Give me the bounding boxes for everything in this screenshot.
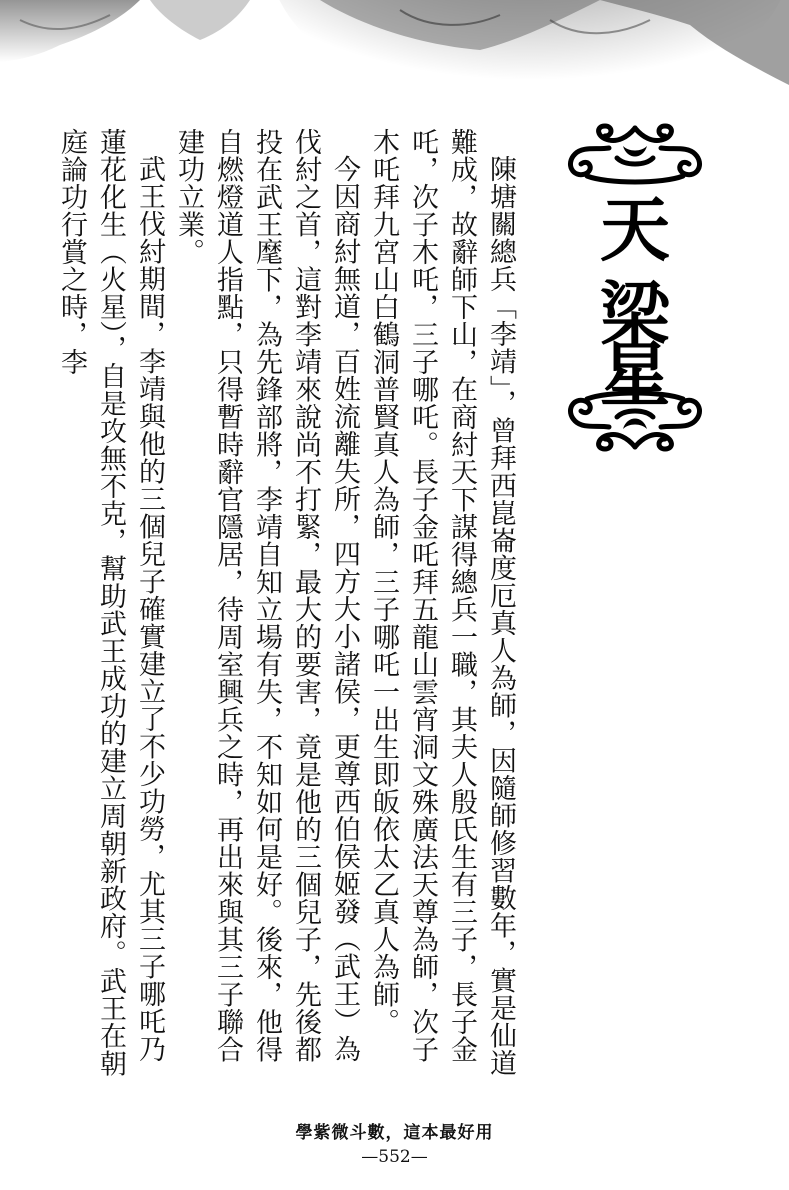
chapter-title	[545, 120, 725, 450]
footer-slogan: 學紫微斗數，這本最好用	[295, 1123, 494, 1143]
cloud-ornament-top-icon	[557, 120, 713, 190]
cloud-ornament-bottom-icon	[557, 385, 713, 455]
body-text	[56, 128, 520, 1078]
page-footer	[0, 1118, 789, 1167]
title-char-2: 梁	[600, 273, 670, 356]
page-number: —552—	[361, 1147, 428, 1167]
title-char-1: 天	[600, 188, 670, 271]
paragraph-3: 武王伐紂期間，李靖與他的三個兒子確實建立了不少功勞，尤其三子哪吒乃蓮花化生（火星），自是攻無不克，幫助武王成功的建立周朝新政府。武王在朝庭論功行賞之時，李	[56, 128, 165, 1077]
paragraph-1: 陳塘關總兵「李靖」，曾拜西崑崙度厄真人為師，因隨師修習數年，實是仙道難成，故辭師下山，在商紂天下謀得總兵一職，其夫人殷氏生有三子，長子金吒，次子木吒，三子哪吒。長子金吒拜五龍山雲宵洞文殊廣法天尊為師，次子木吒拜九宮山白鶴洞普賢真人為師，三子哪吒一出生即皈依太乙真人為師。	[368, 128, 516, 1077]
title-char-3: 星	[600, 333, 670, 416]
header-illustration	[0, 0, 789, 110]
paragraph-2: 今因商紂無道，百姓流離失所，四方大小諸侯，更尊西伯侯姬發（武王）為伐紂之首，這對李靖來說尚不打緊，最大的要害，竟是他的三個兒子，先後都投在武王麾下，為先鋒部將，李靖自知立場有失，不知如何是好。後來，他得自燃燈道人指點，只得暫時辭官隱居，待周室興兵之時，再出來與其三子聯合建功立業。	[173, 128, 360, 1063]
